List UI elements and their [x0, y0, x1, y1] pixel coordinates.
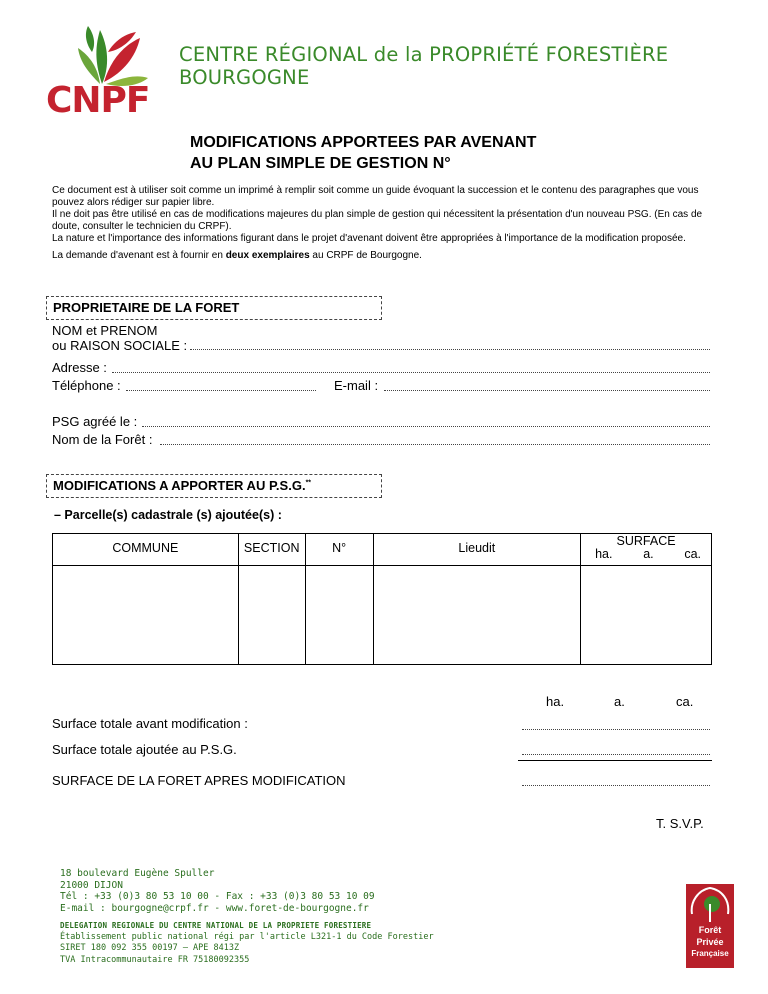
title-line1: MODIFICATIONS APPORTEES PAR AVENANT — [190, 134, 537, 151]
surface-after-label: SURFACE DE LA FORET APRES MODIFICATION — [52, 773, 346, 788]
title-line2: AU PLAN SIMPLE DE GESTION N° — [190, 155, 451, 172]
totals-unit-a: a. — [614, 694, 625, 709]
footer-line: Établissement public national régi par l'article L321-1 du Code Forestier — [60, 931, 434, 942]
totals-unit-ha: ha. — [546, 694, 565, 709]
surface-after-field[interactable] — [522, 785, 710, 786]
tsvp-note: T. S.V.P. — [656, 816, 704, 831]
email-label: E-mail : — [334, 378, 379, 393]
surface-units — [581, 548, 711, 561]
intro-bold-span: deux exemplaires — [225, 250, 310, 261]
psg-date-field[interactable] — [142, 426, 710, 427]
psg-date-label: PSG agréé le : — [52, 414, 138, 429]
surface-before-field[interactable] — [522, 729, 710, 730]
col-header-lieudit: Lieudit — [373, 534, 581, 566]
cell-surface[interactable] — [581, 566, 712, 665]
address-field[interactable] — [112, 372, 710, 373]
footnote-marker: ** — [305, 479, 312, 487]
intro-paragraph — [52, 250, 716, 262]
col-header-section: SECTION — [238, 534, 305, 566]
section-heading-modifications — [46, 474, 382, 498]
footer-line: E-mail : bourgogne@crpf.fr - www.foret-de-bourgogne.fr — [60, 902, 369, 914]
intro-paragraph: Ce document est à utiliser soit comme un imprimé à remplir soit comme un guide évoquant la succession et le contenu des paragraphes que vous pouvez alors rédiger sur papier libre. — [52, 185, 699, 208]
surface-label: SURFACE — [616, 534, 676, 548]
footer-line: 21000 DIJON — [60, 879, 123, 891]
address-label: Adresse : — [52, 360, 107, 375]
badge-line: Privée — [696, 937, 724, 947]
tree-icon — [686, 884, 734, 924]
cell-commune[interactable] — [53, 566, 239, 665]
footer-line: SIRET 180 092 355 00197 – APE 8413Z — [60, 943, 240, 953]
col-header-surface — [581, 534, 712, 566]
foret-privee-badge — [686, 884, 734, 968]
forest-name-label: Nom de la Forêt : — [52, 432, 153, 447]
parcels-subheading: – Parcelle(s) cadastrale (s) ajoutée(s) : — [54, 508, 282, 522]
org-name-line2: BOURGOGNE — [179, 66, 310, 89]
unit-ca: ca. — [684, 547, 701, 561]
email-field[interactable] — [384, 390, 710, 391]
page-title — [190, 132, 536, 174]
cell-number[interactable] — [305, 566, 373, 665]
unit-ha: ha. — [595, 547, 613, 561]
footer-address — [60, 868, 434, 966]
forest-name-field[interactable] — [160, 444, 710, 445]
footer-line: DELEGATION REGIONALE DU CENTRE NATIONAL DE LA PROPRIETE FORESTIERE — [60, 921, 372, 930]
surface-added-field[interactable] — [522, 754, 710, 755]
intro-paragraph: Il ne doit pas être utilisé en cas de modifications majeures du plan simple de gestion qui nécessitent la présentation d'un nouveau PSG. (En cas de doute, consulter le technicien du CRPF). — [52, 209, 703, 232]
badge-line: Française — [691, 949, 729, 958]
surface-added-label: Surface totale ajoutée au P.S.G. — [52, 742, 237, 757]
intro-text-span: au CRPF de Bourgogne. — [309, 250, 422, 261]
badge-text — [686, 924, 734, 960]
table-header-row — [53, 534, 712, 566]
section-heading-text: MODIFICATIONS A APPORTER AU P.S.G. — [53, 478, 306, 493]
phone-label: Téléphone : — [52, 378, 121, 393]
footer-line: TVA Intracommunautaire FR 75180092355 — [60, 954, 250, 965]
col-header-number: N° — [305, 534, 373, 566]
parcels-table — [52, 533, 712, 665]
badge-line: Forêt — [698, 925, 722, 935]
phone-field[interactable] — [126, 390, 316, 391]
org-name-line1: CENTRE RÉGIONAL de la PROPRIÉTÉ FORESTIÈRE — [179, 43, 669, 66]
name-label-line2: ou RAISON SOCIALE : — [52, 338, 188, 353]
logo-text: CNPF — [46, 80, 150, 121]
col-header-commune: COMMUNE — [53, 534, 239, 566]
footer-line: Tél : +33 (0)3 80 53 10 00 - Fax : +33 (0)3 80 53 10 09 — [60, 891, 375, 902]
org-name — [179, 43, 668, 89]
intro-text-span: La demande d'avenant est à fournir en — [52, 250, 226, 261]
footer-line: 18 boulevard Eugène Spuller — [60, 868, 215, 879]
name-field[interactable] — [190, 349, 710, 350]
name-label-line1: NOM et PRENOM — [52, 323, 158, 338]
intro-paragraph: La nature et l'importance des informations figurant dans le projet d'avenant doivent être appropriées à l'importance de la modification proposée. — [52, 233, 686, 244]
table-row — [53, 566, 712, 665]
totals-unit-ca: ca. — [676, 694, 694, 709]
surface-before-label: Surface totale avant modification : — [52, 716, 248, 731]
cnpf-logo — [44, 22, 166, 122]
section-heading-owner: PROPRIETAIRE DE LA FORET — [46, 296, 382, 320]
sum-divider — [518, 760, 712, 761]
cell-section[interactable] — [238, 566, 305, 665]
unit-a: a. — [643, 547, 654, 561]
cell-lieudit[interactable] — [373, 566, 581, 665]
name-label — [52, 323, 187, 353]
intro-text — [52, 185, 716, 262]
